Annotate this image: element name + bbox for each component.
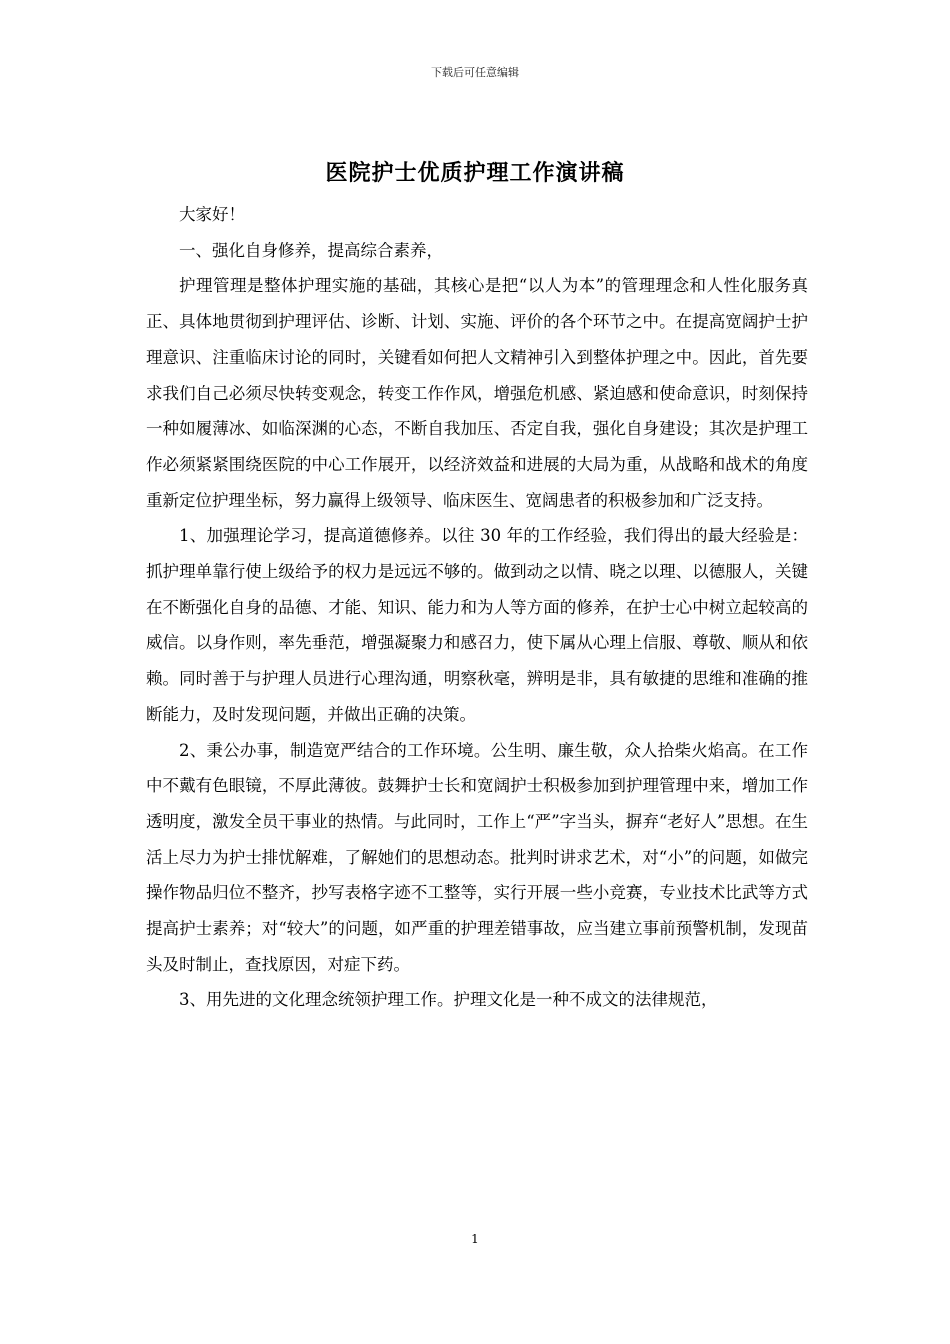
document-body (146, 197, 808, 1018)
paragraph-item-2: 2、秉公办事，制造宽严结合的工作环境。公生明、廉生敬，众人拾柴火焰高。在工作中不戴有色眼镜，不厚此薄彼。鼓舞护士长和宽阔护士积极参加到护理管理中来，增加工作透明度，激发全员干事业的热情。与此同时，工作上“严”字当头，摒弃“老好人”思想。在生活上尽力为护士排忧解难，了解她们的思想动态。批判时讲求艺术，对“小”的问题，如做完操作物品归位不整齐，抄写表格字迹不工整等，实行开展一些小竞赛，专业技术比武等方式提高护士素养；对“较大”的问题，如严重的护理差错事故，应当建立事前预警机制，发现苗头及时制止，查找原因，对症下药。 (146, 740, 808, 974)
page-header-note: 下载后可任意编辑 (431, 66, 519, 79)
paragraph-section-heading: 一、强化自身修养，提高综合素养， (179, 240, 443, 260)
document-title: 医院护士优质护理工作演讲稿 (325, 160, 625, 186)
paragraph-item-3: 3、用先进的文化理念统领护理工作。护理文化是一种不成文的法律规范， (179, 990, 718, 1010)
paragraph-greeting: 大家好！ (179, 205, 245, 224)
paragraph-intro: 护理管理是整体护理实施的基础，其核心是把“以人为本”的管理理念和人性化服务真正、具体地贯彻到护理评估、诊断、计划、实施、评价的各个环节之中。在提高宽阔护士护理意识、注重临床讨论的同时，关键看如何把人文精神引入到整体护理之中。因此，首先要求我们自己必须尽快转变观念，转变工作作风，增强危机感、紧迫感和使命意识，时刻保持一种如履薄冰、如临深渊的心态，不断自我加压、否定自我，强化自身建设；其次是护理工作必须紧紧围绕医院的中心工作展开，以经济效益和进展的大局为重，从战略和战术的角度重新定位护理坐标，努力赢得上级领导、临床医生、宽阔患者的积极参加和广泛支持。 (146, 276, 808, 510)
paragraph-item-1: 1、加强理论学习，提高道德修养。以往 30 年的工作经验，我们得出的最大经验是：抓护理单靠行使上级给予的权力是远远不够的。做到动之以情、晓之以理、以德服人，关键在不断强化自身的品德、才能、知识、能力和为人等方面的修养，在护士心中树立起较高的威信。以身作则，率先垂范，增强凝聚力和感召力，使下属从心理上信服、尊敬、顺从和依赖。同时善于与护理人员进行心理沟通，明察秋毫，辨明是非，具有敏捷的思维和准确的推断能力，及时发现问题，并做出正确的决策。 (146, 526, 808, 724)
page-number: 1 (471, 1232, 479, 1246)
